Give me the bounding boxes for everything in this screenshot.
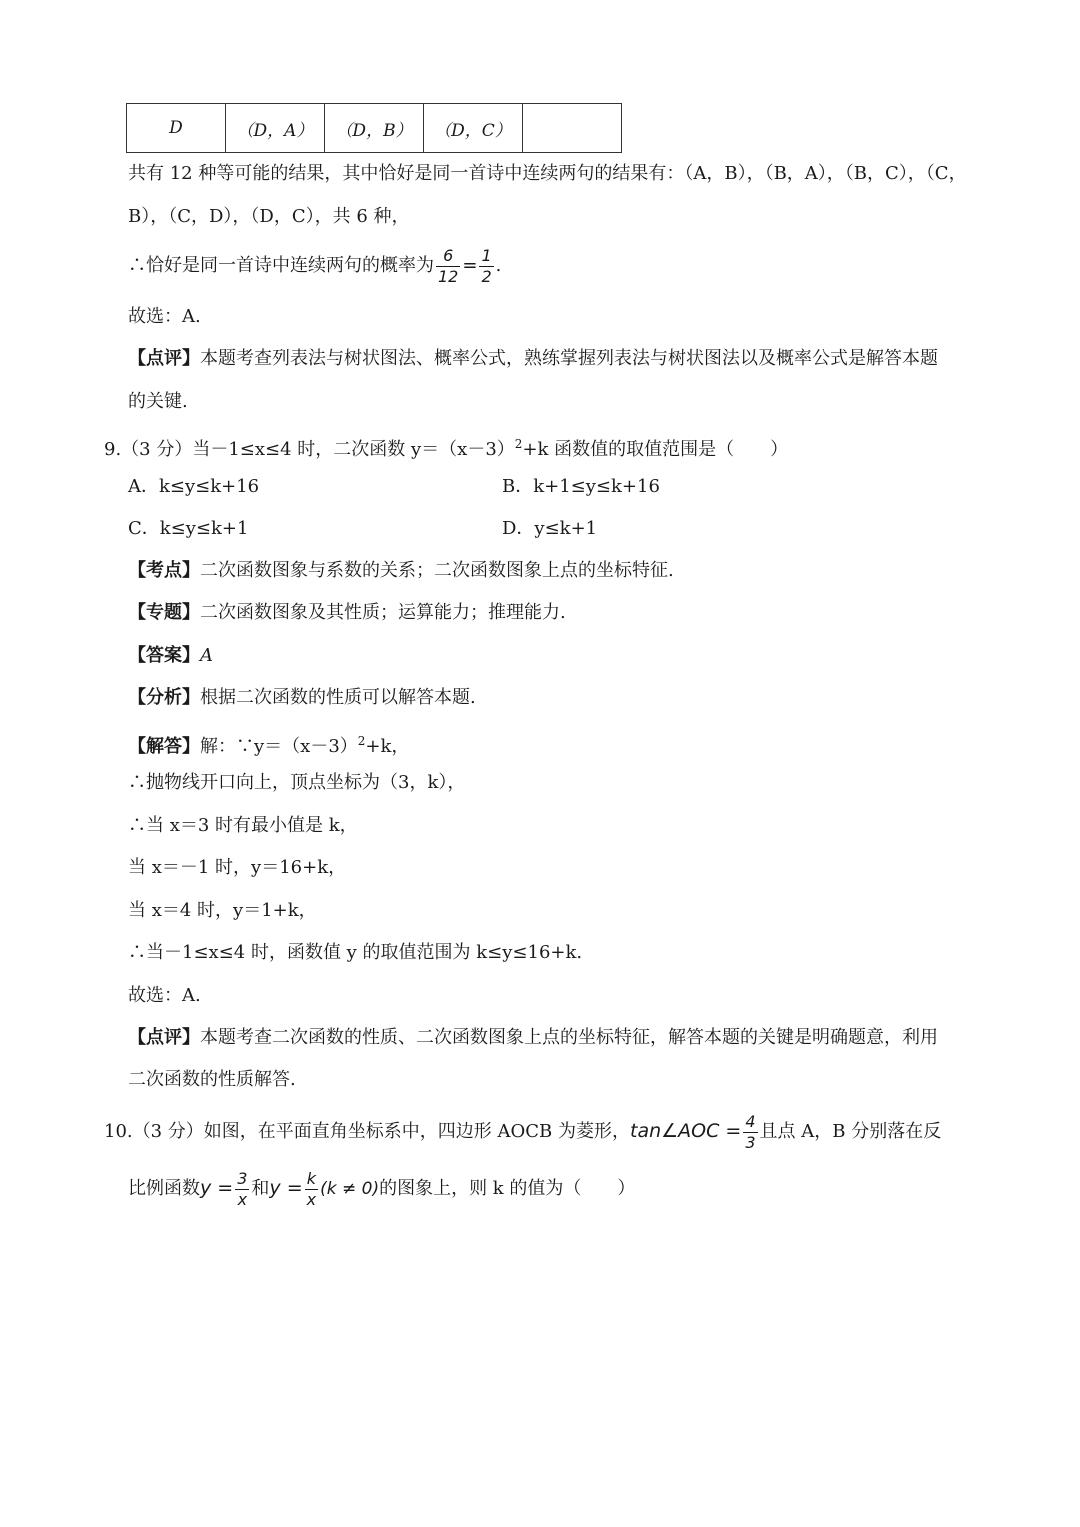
section-text: 二次函数图象与系数的关系；二次函数图象上点的坐标特征. [200, 560, 674, 581]
q9-step: 当 x＝－1 时，y＝16+k， [128, 857, 347, 878]
q10-fraction-1 [235, 1169, 249, 1210]
section-tag: 【答案】 [128, 645, 200, 666]
section-text: 根据二次函数的性质可以解答本题. [200, 687, 476, 708]
q8-comment-line1 [128, 347, 938, 371]
fraction-numerator: 6 [436, 246, 460, 267]
fraction-numerator: 3 [237, 1168, 248, 1188]
q9-stem [104, 432, 788, 462]
stem-text: +k 函数值的取值范围是（ ） [522, 439, 789, 460]
table-cell: （D，B） [325, 104, 424, 153]
q9-option-d: D．y≤k+1 [502, 518, 598, 539]
stem-text: 和 [251, 1178, 270, 1199]
stem-text: 的图象上，则 k 的值为（ ） [379, 1178, 636, 1199]
stem-text: 且点 A，B 分别落在反 [759, 1121, 942, 1142]
fraction-numerator: 4 [745, 1111, 756, 1131]
comment-text: 本题考查列表法与树状图法、概率公式，熟练掌握列表法与树状图法以及概率公式是解答本题 [200, 348, 938, 369]
table-row [127, 104, 622, 153]
superscript: 2 [357, 734, 366, 748]
stem-text: 9.（3 分）当－1≤x≤4 时，二次函数 y＝（x－3） [104, 439, 515, 460]
q9-fenxi [128, 686, 476, 710]
condition: (k ≠ 0) [320, 1179, 380, 1199]
function-lhs: y = [200, 1177, 234, 1199]
fraction-denominator: 2 [481, 266, 492, 286]
q10-stem-line2 [128, 1166, 635, 1211]
comment-tag: 【点评】 [128, 348, 200, 369]
q9-step: 当 x＝4 时，y＝1+k， [128, 900, 317, 921]
q8-fraction-2 [479, 246, 493, 287]
comment-text: 本题考查二次函数的性质、二次函数图象上点的坐标特征，解答本题的关键是明确题意，利用 [200, 1027, 938, 1048]
fraction-denominator: x [306, 1189, 317, 1209]
section-tag: 【专题】 [128, 602, 200, 623]
fraction-denominator: x [237, 1189, 248, 1209]
q9-comment-line2: 二次函数的性质解答. [128, 1069, 296, 1090]
q8-fraction-1 [436, 246, 460, 287]
comment-tag: 【点评】 [128, 1027, 200, 1048]
q8-result-line2: B），（C，D），（D，C），共 6 种， [128, 206, 410, 227]
q9-jieda [128, 729, 409, 759]
fraction-denominator: 3 [745, 1132, 756, 1152]
q10-fraction-2 [305, 1169, 318, 1210]
stem-text: 10.（3 分）如图，在平面直角坐标系中，四边形 AOCB 为菱形， [104, 1121, 630, 1142]
q8-choice: 故选：A. [128, 306, 201, 327]
section-text: 解：∵y＝（x－3） [200, 736, 358, 757]
table-cell: D [127, 104, 226, 153]
section-tag: 【解答】 [128, 736, 200, 757]
section-tag: 【考点】 [128, 560, 200, 581]
fraction-numerator: k [305, 1169, 318, 1190]
table-cell: （D，C） [424, 104, 523, 153]
table-cell [523, 104, 622, 153]
equals-sign: = [462, 255, 478, 276]
q9-zhuanti [128, 601, 566, 625]
q9-option-a: A．k≤y≤k+16 [128, 476, 260, 497]
section-text: +k， [365, 736, 410, 757]
outcome-table [126, 103, 622, 153]
q10-stem-line1 [104, 1110, 941, 1153]
function-lhs: y = [269, 1177, 303, 1199]
q9-step: 故选：A. [128, 985, 201, 1006]
q9-comment-line1 [128, 1026, 938, 1050]
answer-value: A [200, 645, 213, 666]
q8-prob-prefix: ∴恰好是同一首诗中连续两句的概率为 [128, 255, 434, 276]
stem-text: 比例函数 [128, 1178, 200, 1199]
q9-kaodian [128, 559, 674, 583]
q8-result-line1: 共有 12 种等可能的结果，其中恰好是同一首诗中连续两句的结果有：（A，B），（B，A），（B，C），（C， [128, 163, 967, 184]
period: . [495, 255, 502, 276]
section-tag: 【分析】 [128, 687, 200, 708]
fraction-numerator: 1 [481, 245, 492, 265]
tan-expression: tan∠AOC = [630, 1120, 742, 1142]
q9-option-b: B．k+1≤y≤k+16 [502, 476, 660, 497]
q9-option-c: C．k≤y≤k+1 [128, 518, 249, 539]
q10-tan-fraction [743, 1112, 757, 1153]
q8-probability [128, 244, 501, 288]
q9-step: ∴抛物线开口向上，顶点坐标为（3，k）， [128, 772, 466, 793]
q9-step: ∴当－1≤x≤4 时，函数值 y 的取值范围为 k≤y≤16+k. [128, 942, 583, 963]
table-cell: （D，A） [226, 104, 325, 153]
superscript: 2 [514, 437, 523, 451]
q9-answer [128, 644, 213, 668]
section-text: 二次函数图象及其性质；运算能力；推理能力. [200, 602, 566, 623]
fraction-denominator: 12 [438, 266, 459, 286]
q8-comment-line2: 的关键. [128, 391, 188, 412]
q9-step: ∴当 x＝3 时有最小值是 k， [128, 815, 358, 836]
